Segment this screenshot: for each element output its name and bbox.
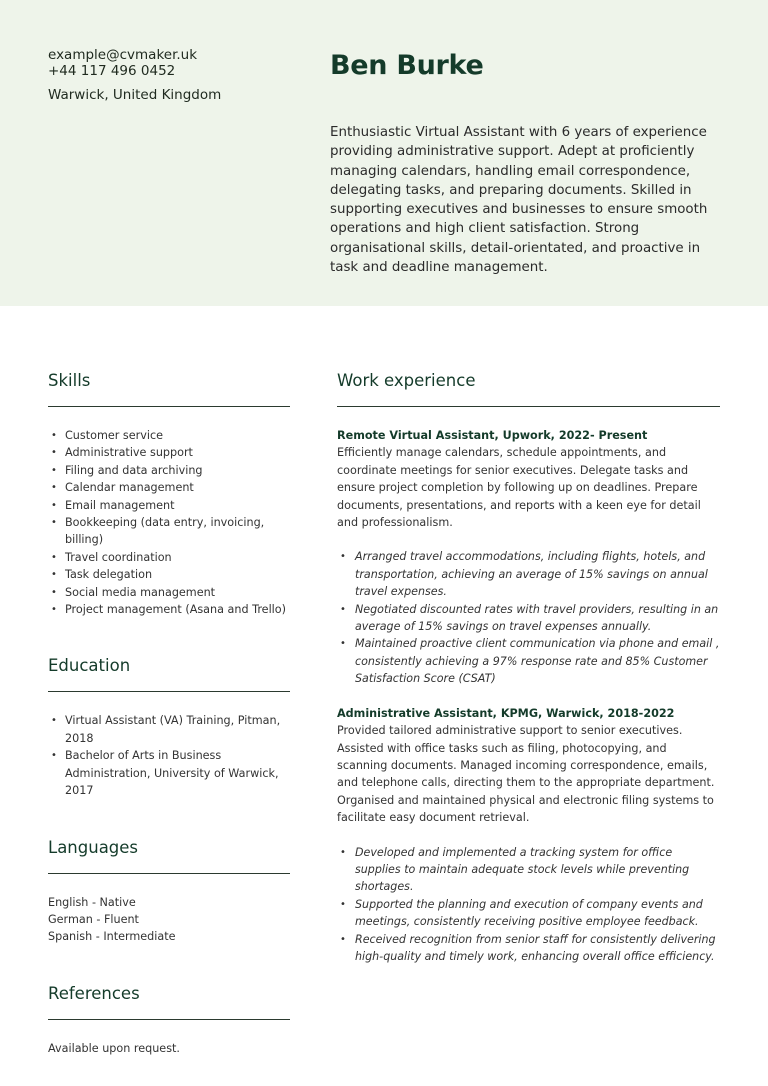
list-item: • Customer service (48, 427, 290, 444)
job-description: Efficiently manage calendars, schedule appointments, and coordinate meetings for senior executives. Delegate tasks and ensure project completion by following up on deadlines. Prepare documents, presentations, and reports with a keen eye for detail and professionalism. (337, 446, 701, 530)
job-title: Administrative Assistant, KPMG, Warwick, 2018-2022 (337, 706, 675, 720)
languages-section (48, 837, 290, 946)
list-item: • Virtual Assistant (VA) Training, Pitman, 2018 (48, 712, 290, 747)
list-item: • Administrative support (48, 444, 290, 461)
list-item: • Bookkeeping (data entry, invoicing, billing) (48, 514, 290, 549)
language-item: German - Fluent (48, 912, 139, 926)
section-divider (337, 406, 720, 407)
work-title: Work experience (337, 371, 476, 390)
achievements-list (337, 548, 720, 687)
left-column (48, 370, 290, 1057)
language-item: Spanish - Intermediate (48, 930, 176, 944)
job-title: Remote Virtual Assistant, Upwork, 2022- Present (337, 429, 648, 442)
list-item: • Negotiated discounted rates with travel providers, resulting in an average of 15% savings on travel expenses annually. (337, 601, 720, 636)
education-title: Education (48, 656, 131, 676)
education-list (48, 712, 290, 799)
achievements-list (337, 844, 720, 966)
skills-list (48, 427, 290, 618)
references-text: Available upon request. (48, 1041, 180, 1055)
list-item: • Arranged travel accommodations, including flights, hotels, and transportation, achieving an average of 15% savings on annual travel expenses. (337, 548, 720, 600)
languages-title: Languages (48, 837, 139, 857)
skills-section (48, 370, 290, 618)
location: Warwick, United Kingdom (48, 87, 222, 103)
phone[interactable]: +44 117 496 0452 (48, 63, 176, 79)
language-item: English - Native (48, 895, 136, 909)
list-item: • Task delegation (48, 566, 290, 583)
references-text-wrap (48, 1040, 290, 1057)
email[interactable]: example@cvmaker.uk (48, 47, 198, 63)
section-divider (48, 873, 290, 874)
list-item: • Filing and data archiving (48, 462, 290, 479)
education-section (48, 655, 290, 799)
list-item: • Received recognition from senior staff for consistently delivering high-quality and timely work, enhancing overall office efficiency. (337, 931, 720, 966)
section-divider (48, 1019, 290, 1020)
skills-title: Skills (48, 371, 91, 390)
list-item: • Social media management (48, 584, 290, 601)
references-section (48, 983, 290, 1057)
list-item: • Email management (48, 497, 290, 514)
candidate-name: Ben Burke (330, 50, 484, 81)
section-divider (48, 691, 290, 692)
list-item: • Maintained proactive client communication via phone and email , consistently achieving a 97% response rate and 85% Customer Satisfaction Score (CSAT) (337, 635, 720, 687)
right-column (337, 370, 720, 965)
contact-info (48, 47, 308, 103)
job-entry (337, 427, 720, 688)
list-item: • Developed and implemented a tracking system for office supplies to maintain adequate stock levels while preventing shortages. (337, 844, 720, 896)
list-item: • Travel coordination (48, 549, 290, 566)
section-divider (48, 406, 290, 407)
languages-list (48, 894, 290, 946)
job-description: Provided tailored administrative support to senior executives. Assisted with office tasks such as filing, photocopying, and scanning documents. Managed incoming correspondence, emails, and telephone calls, directing them to the appropriate department. Organised and maintained physical and electronic filing systems to facilitate easy document retrieval. (337, 724, 715, 825)
job-entry (337, 705, 720, 966)
list-item: • Project management (Asana and Trello) (48, 601, 290, 618)
list-item: • Supported the planning and execution of company events and meetings, consistently receiving positive employee feedback. (337, 896, 720, 931)
profile-summary: Enthusiastic Virtual Assistant with 6 years of experience providing administrative support. Adept at proficiently managing calendars, handling email correspondence, delegating tasks, and preparing documents. Skilled in supporting executives and businesses to ensure smooth operations and high client satisfaction. Strong organisational skills, detail-orientated, and proactive in task and deadline management. (330, 125, 708, 276)
list-item: • Calendar management (48, 479, 290, 496)
list-item: • Bachelor of Arts in Business Administration, University of Warwick, 2017 (48, 747, 290, 799)
references-title: References (48, 983, 140, 1003)
